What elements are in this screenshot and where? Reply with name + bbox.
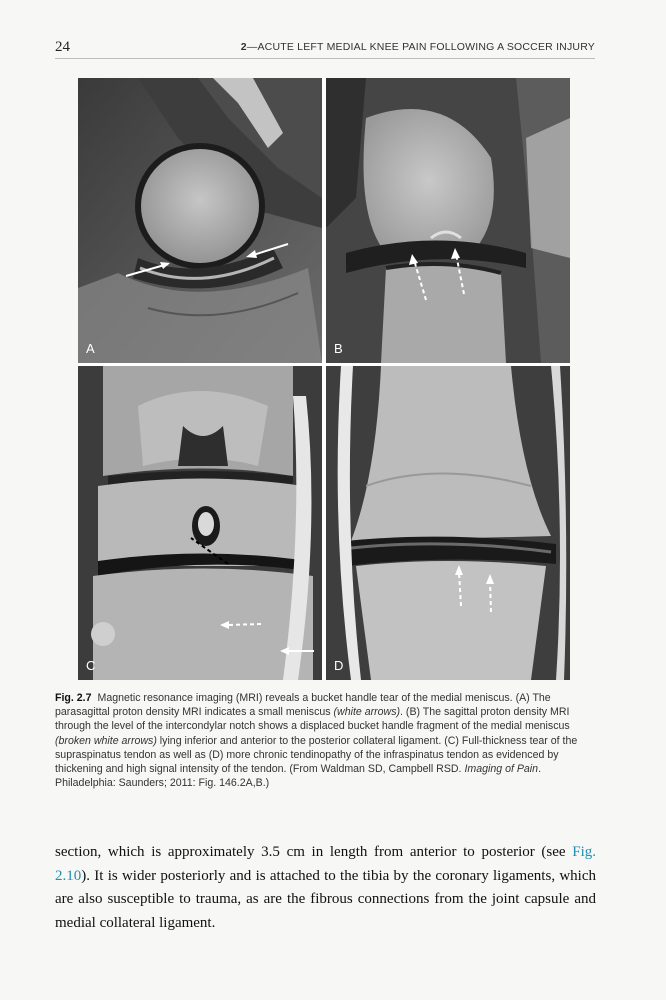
mri-image-c <box>78 366 322 680</box>
mri-image-a <box>78 78 322 363</box>
body-paragraph <box>55 841 596 935</box>
panel-letter-b: B <box>334 341 343 356</box>
mri-panel-b <box>326 78 570 363</box>
mri-panel-c <box>78 366 322 680</box>
caption-book-title: Imaging of Pain <box>464 763 539 776</box>
panel-letter-a: A <box>86 341 95 356</box>
running-header <box>55 38 595 59</box>
body-text-1: section, which is approximately 3.5 cm in length from anterior to posterior (see <box>55 844 573 860</box>
caption-text-4: . Philadelphia: Saunders; 2011: Fig. 146.2A,B.) <box>55 763 542 790</box>
mri-panel-d <box>326 366 570 680</box>
caption-text-1: Magnetic resonance imaging (MRI) reveals a bucket handle tear of the medial meniscus. (A) The parasagittal proton density MRI indicates a small meniscus <box>55 692 551 719</box>
figure-2-7 <box>78 78 570 680</box>
mri-panel-a <box>78 78 322 363</box>
page-number: 24 <box>55 39 70 55</box>
caption-text-2: . (B) The sagittal proton density MRI through the level of the intercondylar notch shows a displaced bucket handle fragment of the medial meniscus <box>55 706 570 733</box>
mri-image-d <box>326 366 570 680</box>
panel-letter-d: D <box>334 658 344 673</box>
body-text-2: ). It is wider posteriorly and is attached to the tibia by the coronary ligaments, which are also susceptible to trauma, as are the fibrous connections from the joint capsule and medial collateral ligament. <box>55 867 596 931</box>
chapter-title: —ACUTE LEFT MEDIAL KNEE PAIN FOLLOWING A SOCCER INJURY <box>246 41 595 53</box>
chapter-number: 2 <box>240 41 247 53</box>
caption-emphasis-1: (white arrows) <box>333 706 401 719</box>
running-head-title <box>241 41 595 53</box>
mri-image-b <box>326 78 570 363</box>
panel-letter-c: C <box>86 658 96 673</box>
caption-emphasis-2: (broken white arrows) <box>55 734 157 747</box>
figure-caption <box>55 691 595 790</box>
figure-cross-reference-link[interactable]: Fig. 2.10 <box>55 844 596 884</box>
figure-label: Fig. 2.7 <box>55 692 92 704</box>
caption-text-3: lying inferior and anterior to the posterior collateral ligament. (C) Full-thickness tear of the supraspinatus tendon as well as (D) more chronic tendinopathy of the infraspinatus tendon as evidenced by thickening and high signal intensity of the tendon. (From Waldman SD, Campbell RSD. <box>55 734 578 776</box>
